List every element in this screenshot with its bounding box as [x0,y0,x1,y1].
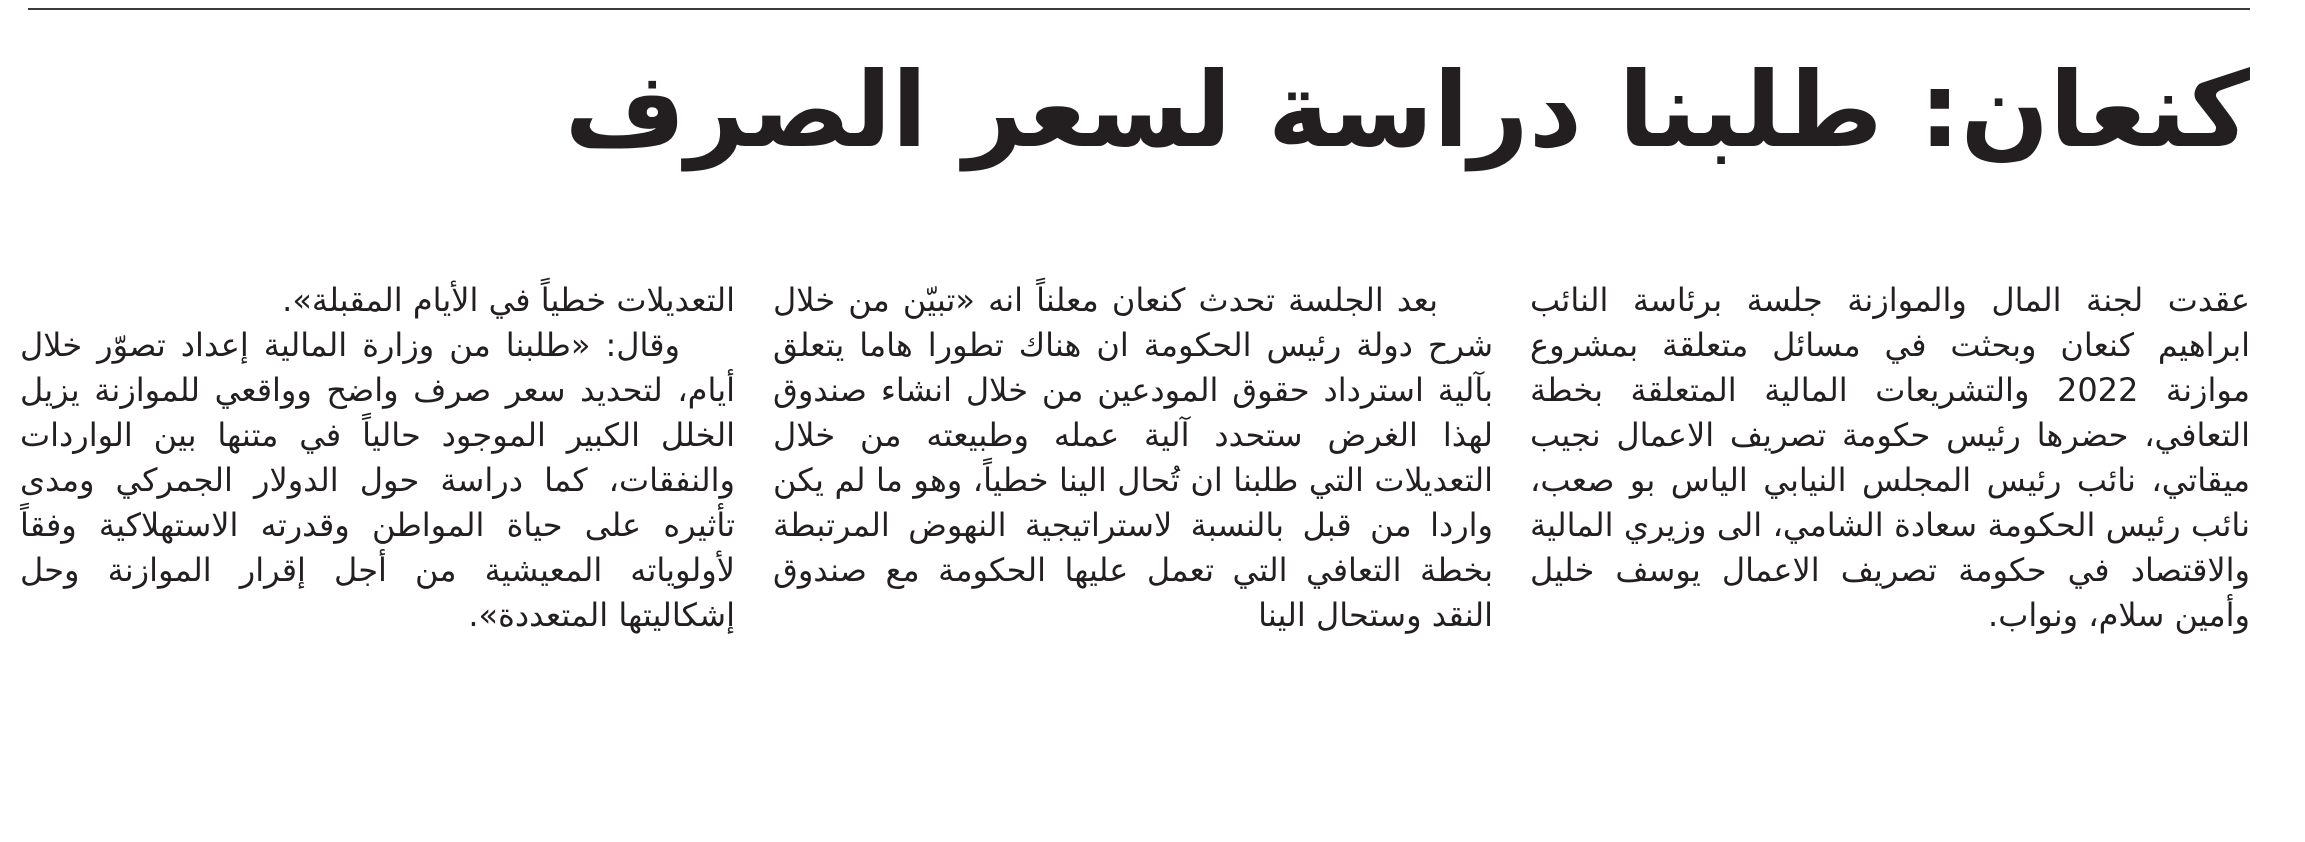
article-headline: كنعان: طلبنا دراسة لسعر الصرف [564,49,2250,171]
article-column-3 [20,278,735,638]
column-2-paragraph-1: بعد الجلسة تحدث كنعان معلناً انه «تبيّن من خلال شرح دولة رئيس الحكومة ان هناك تطورا هاما يتعلق بآلية استرداد حقوق المودعين من خلال انشاء صندوق لهذا الغرض ستحدد آلية عمله وطبيعته من خلال التعديلات التي طلبنا ان تُحال الينا خطياً، وهو ما لم يكن واردا من قبل بالنسبة لاستراتيجية النهوض المرتبطة بخطة التعافي التي تعمل عليها الحكومة مع صندوق النقد وستحال الينا [773,281,1493,634]
column-1-paragraph-1: عقدت لجنة المال والموازنة جلسة برئاسة النائب ابراهيم كنعان وبحثت في مسائل متعلقة بمشروع موازنة 2022 والتشريعات المالية المتعلقة بخطة التعافي، حضرها رئيس حكومة تصريف الاعمال نجيب ميقاتي، نائب رئيس المجلس النيابي الياس بو صعب، نائب رئيس الحكومة سعادة الشامي، الى وزيري المالية والاقتصاد في حكومة تصريف الاعمال يوسف خليل وأمين سلام، ونواب. [1530,281,2251,634]
column-3-paragraph-1: التعديلات خطياً في الأيام المقبلة». [282,281,735,319]
top-rule [28,8,2250,10]
column-3-paragraph-2: وقال: «طلبنا من وزارة المالية إعداد تصوّر خلال أيام، لتحديد سعر صرف واضح وواقعي للموازنة يزيل الخلل الكبير الموجود حالياً في متنها بين الواردات والنفقات، كما دراسة حول الدولار الجمركي ومدى تأثيره على حياة المواطن وقدرته الاستهلاكية وفقاً لأولوياته المعيشية من أجل إقرار الموازنة وحل إشكاليتها المتعددة». [20,326,735,634]
article-column-1 [1530,278,2250,638]
article-column-2 [773,278,1493,638]
